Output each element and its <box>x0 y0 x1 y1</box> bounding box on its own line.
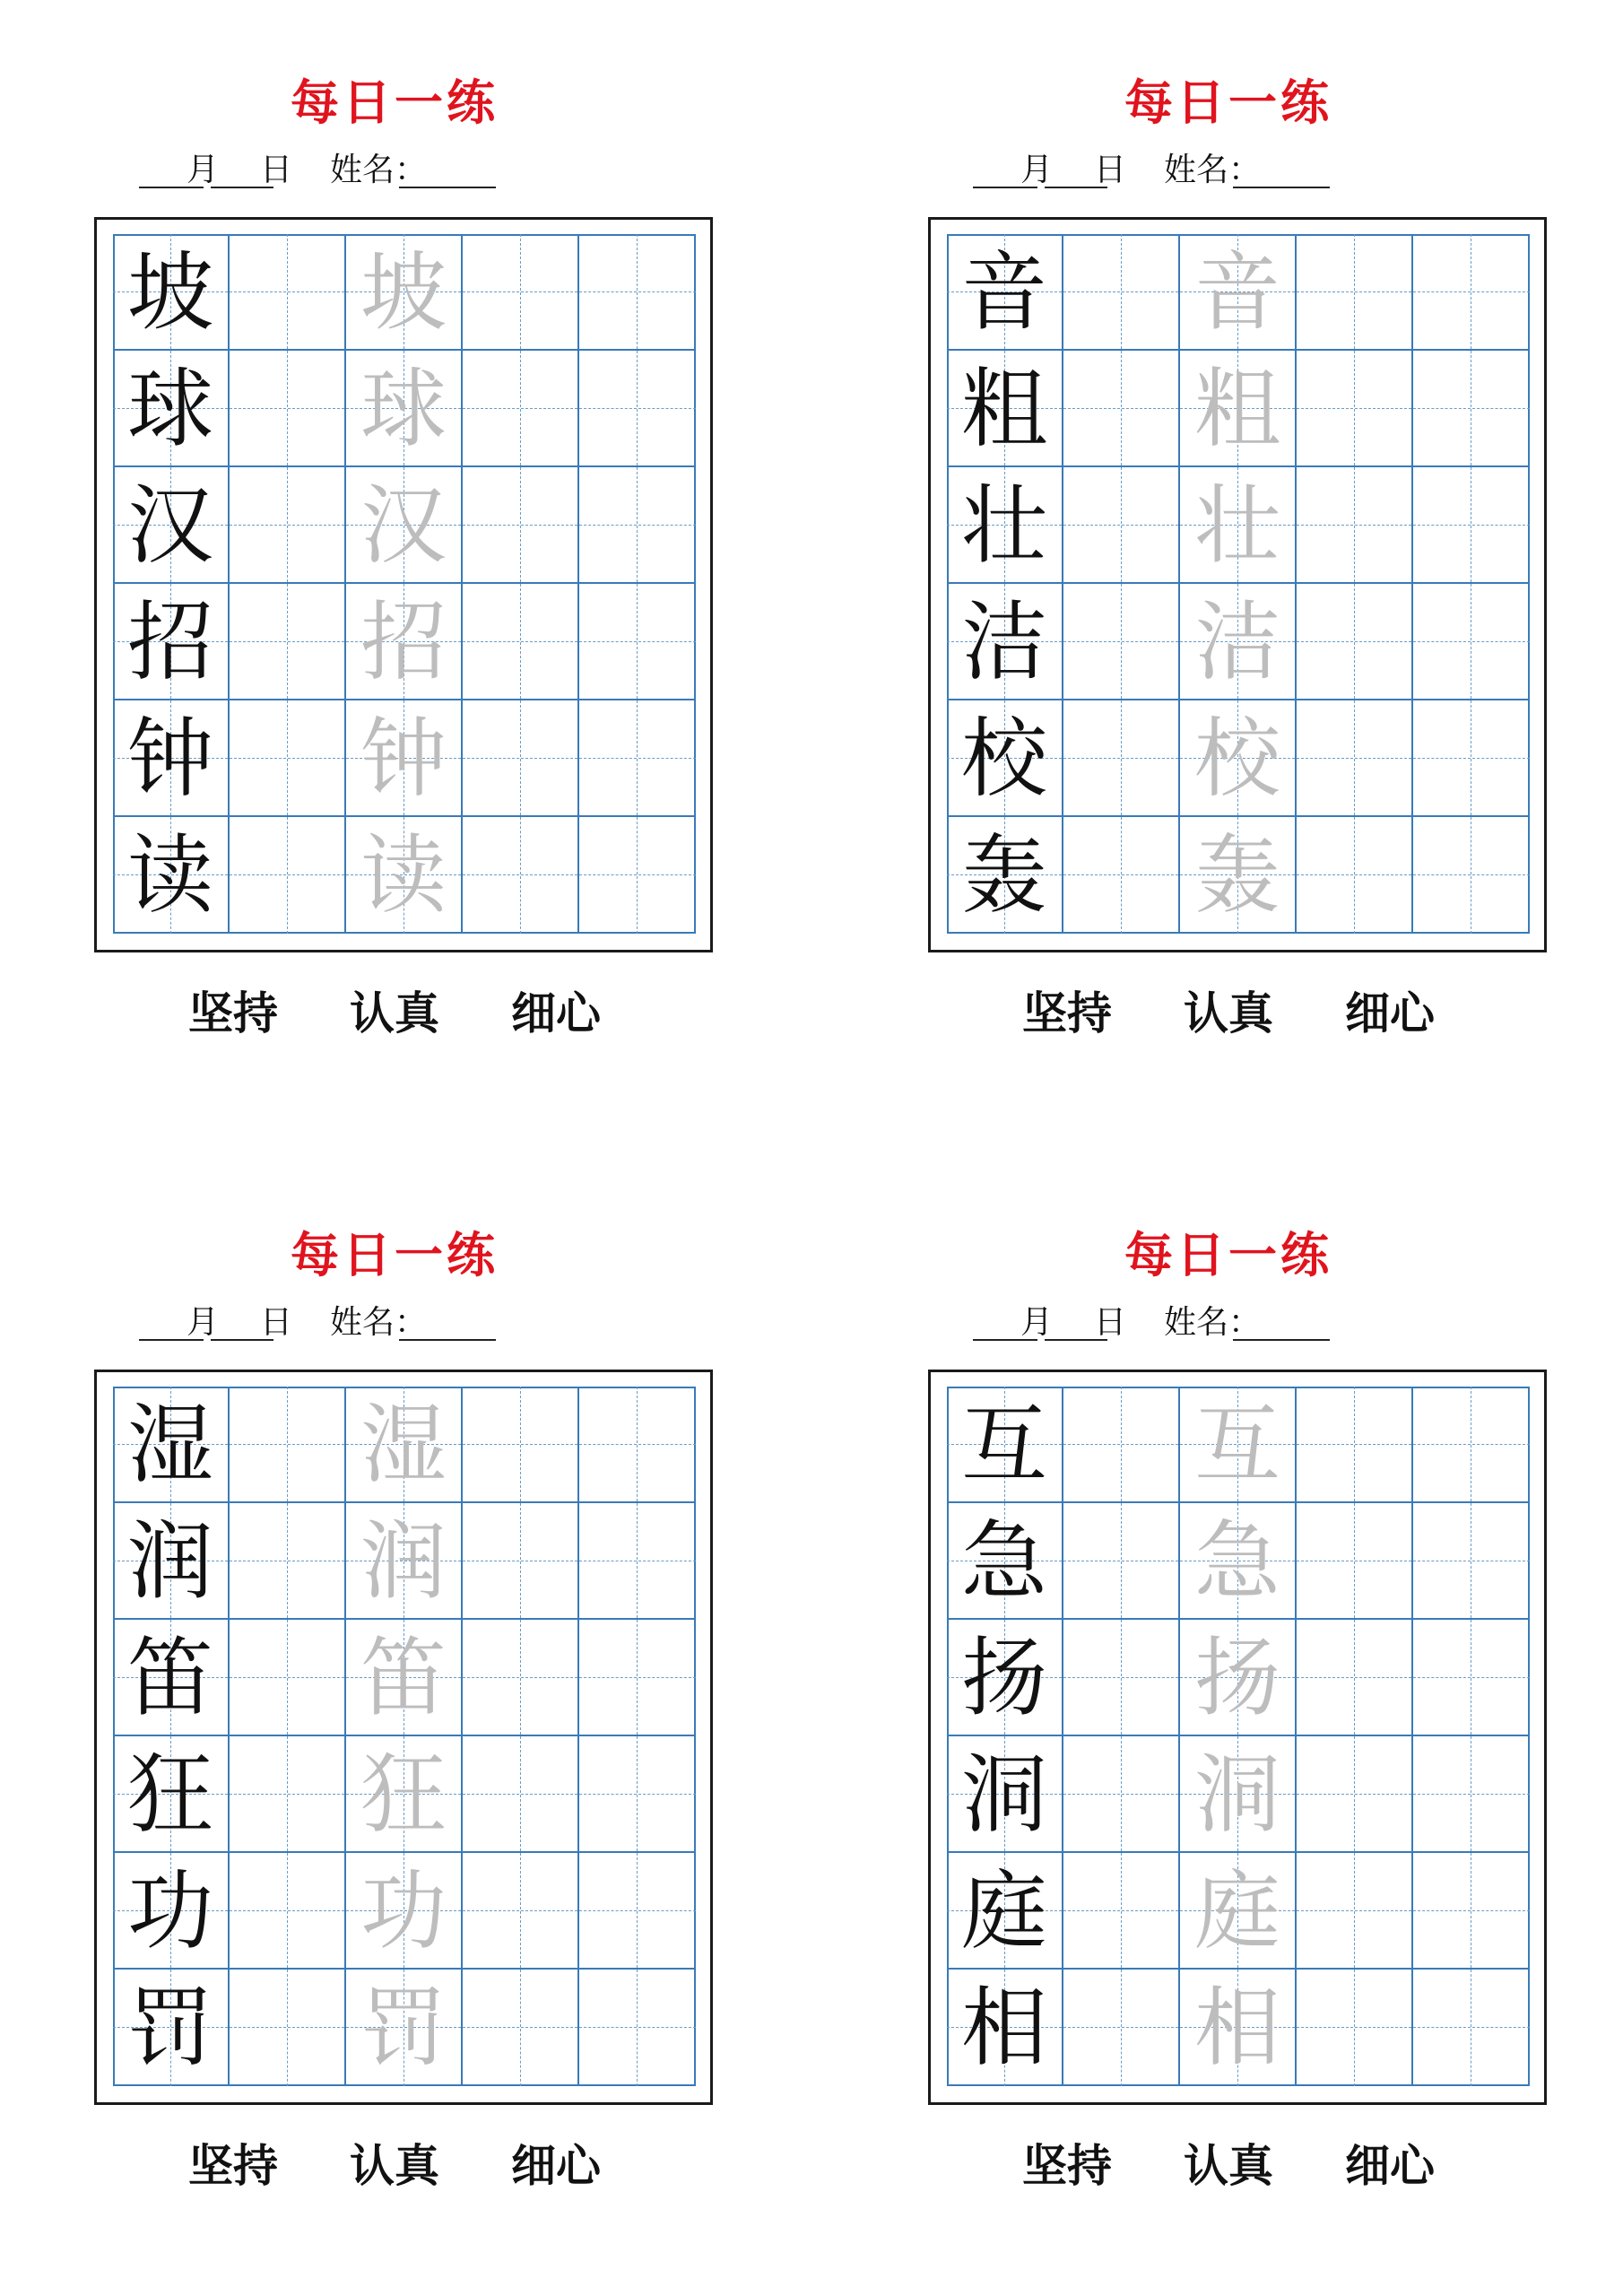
day-label: 日 <box>1094 1304 1127 1341</box>
motto-word: 坚持 <box>1022 987 1112 1039</box>
trace-char-cell <box>346 584 463 700</box>
month-label: 月 <box>187 152 220 188</box>
guide-line <box>1063 874 1178 875</box>
blank-practice-cell[interactable] <box>1063 1853 1180 1970</box>
blank-practice-cell[interactable] <box>1413 1736 1530 1853</box>
trace-character: 球 <box>360 359 447 459</box>
guide-line <box>1063 1677 1178 1678</box>
model-char-cell <box>113 1503 230 1620</box>
blank-practice-cell[interactable] <box>579 1736 696 1853</box>
guide-line <box>1063 291 1178 292</box>
blank-practice-cell[interactable] <box>463 817 579 934</box>
guide-line <box>1413 525 1530 526</box>
tianzige-grid <box>947 234 1530 934</box>
trace-char-cell <box>1180 467 1297 584</box>
guide-line <box>230 874 344 875</box>
blank-practice-cell[interactable] <box>1063 817 1180 934</box>
practice-sheet <box>888 0 1569 1076</box>
blank-practice-cell[interactable] <box>579 1620 696 1736</box>
name-label: 姓名： <box>330 1304 428 1341</box>
guide-line <box>1413 874 1530 875</box>
blank-practice-cell[interactable] <box>579 817 696 934</box>
tianzige-grid <box>113 1387 696 2086</box>
practice-sheet <box>54 0 735 1076</box>
model-character: 洁 <box>961 592 1047 692</box>
blank-practice-cell[interactable] <box>1063 351 1180 467</box>
blank-practice-cell[interactable] <box>579 351 696 467</box>
sheet-title: 每日一练 <box>291 1226 499 1283</box>
name-label: 姓名： <box>330 152 428 188</box>
blank-practice-cell[interactable] <box>1297 700 1413 817</box>
blank-practice-cell[interactable] <box>579 584 696 700</box>
guide-line <box>579 758 696 759</box>
blank-practice-cell[interactable] <box>1297 1970 1413 2086</box>
model-character: 坡 <box>127 242 213 343</box>
guide-line <box>230 1677 344 1678</box>
name-label: 姓名： <box>1164 152 1262 188</box>
guide-line <box>230 758 344 759</box>
blank-practice-cell[interactable] <box>230 1503 346 1620</box>
trace-character: 狂 <box>360 1744 447 1845</box>
guide-line <box>1413 408 1530 409</box>
guide-line <box>1413 1794 1530 1795</box>
blank-practice-cell[interactable] <box>579 234 696 351</box>
blank-practice-cell[interactable] <box>1063 1620 1180 1736</box>
trace-character: 招 <box>360 592 447 692</box>
guide-line <box>463 641 577 642</box>
blank-practice-cell[interactable] <box>1063 700 1180 817</box>
trace-char-cell <box>346 700 463 817</box>
model-char-cell <box>947 1387 1063 1503</box>
practice-sheet <box>54 1152 735 2229</box>
guide-line <box>463 1910 577 1911</box>
guide-line <box>1297 291 1411 292</box>
guide-line <box>520 817 521 934</box>
blank-practice-cell[interactable] <box>230 234 346 351</box>
trace-character: 坡 <box>360 242 447 343</box>
guide-line <box>1413 291 1530 292</box>
guide-line <box>1297 408 1411 409</box>
motto-word: 细心 <box>1345 987 1435 1039</box>
model-char-cell <box>947 1970 1063 2086</box>
blank-practice-cell[interactable] <box>1297 234 1413 351</box>
model-char-cell <box>113 1853 230 1970</box>
model-character: 球 <box>127 359 213 459</box>
guide-line <box>1297 1444 1411 1445</box>
guide-line <box>579 408 696 409</box>
guide-line <box>1354 1970 1355 2086</box>
blank-practice-cell[interactable] <box>230 1970 346 2086</box>
blank-practice-cell[interactable] <box>463 700 579 817</box>
blank-practice-cell[interactable] <box>1413 1853 1530 1970</box>
month-label: 月 <box>1020 152 1054 188</box>
guide-line <box>1297 1910 1411 1911</box>
guide-line <box>1297 1677 1411 1678</box>
blank-practice-cell[interactable] <box>1297 1503 1413 1620</box>
model-character: 轰 <box>961 825 1047 926</box>
guide-line <box>230 408 344 409</box>
guide-line <box>1063 641 1178 642</box>
model-char-cell <box>113 817 230 934</box>
guide-line <box>463 1677 577 1678</box>
trace-char-cell <box>1180 1853 1297 1970</box>
trace-char-cell <box>1180 1620 1297 1736</box>
model-character: 粗 <box>961 359 1047 459</box>
model-character: 洞 <box>961 1744 1047 1845</box>
motto <box>54 978 735 1040</box>
model-character: 壮 <box>961 475 1047 576</box>
blank-practice-cell[interactable] <box>1413 817 1530 934</box>
blank-practice-cell[interactable] <box>1413 700 1530 817</box>
trace-character: 读 <box>360 825 447 926</box>
blank-practice-cell[interactable] <box>1413 351 1530 467</box>
guide-line <box>1413 1677 1530 1678</box>
motto <box>888 2130 1569 2193</box>
guide-line <box>1063 1444 1178 1445</box>
tianzige-grid <box>947 1387 1530 2086</box>
model-character: 狂 <box>127 1744 213 1845</box>
blank-practice-cell[interactable] <box>1297 817 1413 934</box>
trace-character: 洁 <box>1194 592 1280 692</box>
blank-practice-cell[interactable] <box>579 1387 696 1503</box>
trace-char-cell <box>346 1970 463 2086</box>
model-character: 读 <box>127 825 213 926</box>
sheet-title: 每日一练 <box>291 74 499 131</box>
trace-char-cell <box>1180 700 1297 817</box>
model-character: 湿 <box>127 1395 213 1495</box>
blank-practice-cell[interactable] <box>1063 1736 1180 1853</box>
trace-char-cell <box>346 1387 463 1503</box>
guide-line <box>1121 817 1122 934</box>
guide-line <box>520 1970 521 2086</box>
model-char-cell <box>947 351 1063 467</box>
model-character: 汉 <box>127 475 213 576</box>
trace-character: 扬 <box>1194 1628 1280 1728</box>
guide-line <box>1297 874 1411 875</box>
blank-practice-cell[interactable] <box>463 351 579 467</box>
guide-line <box>637 817 638 934</box>
blank-practice-cell[interactable] <box>230 1620 346 1736</box>
guide-line <box>1063 408 1178 409</box>
trace-char-cell <box>346 351 463 467</box>
name-label: 姓名： <box>1164 1304 1262 1341</box>
blank-practice-cell[interactable] <box>1063 584 1180 700</box>
trace-char-cell <box>1180 817 1297 934</box>
blank-practice-cell[interactable] <box>1297 1620 1413 1736</box>
blank-practice-cell[interactable] <box>579 467 696 584</box>
trace-character: 湿 <box>360 1395 447 1495</box>
blank-practice-cell[interactable] <box>463 584 579 700</box>
guide-line <box>579 874 696 875</box>
motto-word: 认真 <box>1184 987 1273 1039</box>
blank-practice-cell[interactable] <box>1413 584 1530 700</box>
month-label: 月 <box>1020 1304 1054 1341</box>
model-character: 罚 <box>127 1978 213 2078</box>
blank-practice-cell[interactable] <box>230 467 346 584</box>
blank-practice-cell[interactable] <box>1413 467 1530 584</box>
trace-character: 粗 <box>1194 359 1280 459</box>
blank-practice-cell[interactable] <box>463 1620 579 1736</box>
blank-practice-cell[interactable] <box>1297 467 1413 584</box>
sheet-title: 每日一练 <box>1124 1226 1332 1283</box>
blank-practice-cell[interactable] <box>463 1736 579 1853</box>
guide-line <box>287 1970 288 2086</box>
trace-char-cell <box>1180 584 1297 700</box>
blank-practice-cell[interactable] <box>463 1387 579 1503</box>
model-character: 润 <box>127 1511 213 1612</box>
practice-sheet <box>888 1152 1569 2229</box>
guide-line <box>463 408 577 409</box>
motto-word: 细心 <box>1345 2139 1435 2192</box>
model-character: 招 <box>127 592 213 692</box>
model-character: 互 <box>961 1395 1047 1495</box>
guide-line <box>463 2027 577 2028</box>
blank-practice-cell[interactable] <box>230 817 346 934</box>
model-char-cell <box>947 584 1063 700</box>
model-character: 庭 <box>961 1861 1047 1961</box>
guide-line <box>579 1794 696 1795</box>
model-character: 钟 <box>127 709 213 809</box>
model-char-cell <box>113 584 230 700</box>
blank-practice-cell[interactable] <box>463 1503 579 1620</box>
trace-character: 相 <box>1194 1978 1280 2078</box>
trace-char-cell <box>346 234 463 351</box>
blank-practice-cell[interactable] <box>1297 1853 1413 1970</box>
guide-line <box>463 1444 577 1445</box>
trace-char-cell <box>1180 234 1297 351</box>
guide-line <box>1297 525 1411 526</box>
motto-word: 细心 <box>511 2139 601 2192</box>
blank-practice-cell[interactable] <box>1297 1387 1413 1503</box>
guide-line <box>463 525 577 526</box>
guide-line <box>1413 2027 1530 2028</box>
guide-line <box>579 1444 696 1445</box>
motto-word: 坚持 <box>1022 2139 1112 2192</box>
guide-line <box>230 1910 344 1911</box>
guide-line <box>1413 1444 1530 1445</box>
day-label: 日 <box>260 152 293 188</box>
motto-word: 认真 <box>350 987 439 1039</box>
motto-word: 坚持 <box>188 2139 278 2192</box>
trace-character: 罚 <box>360 1978 447 2078</box>
guide-line <box>1413 641 1530 642</box>
trace-character: 壮 <box>1194 475 1280 576</box>
trace-character: 汉 <box>360 475 447 576</box>
guide-line <box>1121 1970 1122 2086</box>
model-char-cell <box>113 1970 230 2086</box>
blank-practice-cell[interactable] <box>1297 1736 1413 1853</box>
grid-frame <box>928 1370 1547 2105</box>
model-char-cell <box>113 351 230 467</box>
blank-practice-cell[interactable] <box>579 1853 696 1970</box>
trace-character: 润 <box>360 1511 447 1612</box>
guide-line <box>579 1677 696 1678</box>
model-char-cell <box>947 700 1063 817</box>
trace-char-cell <box>346 817 463 934</box>
trace-character: 功 <box>360 1861 447 1961</box>
trace-char-cell <box>346 1503 463 1620</box>
trace-char-cell <box>1180 1503 1297 1620</box>
model-character: 急 <box>961 1511 1047 1612</box>
grid-frame <box>94 217 713 952</box>
guide-line <box>1063 758 1178 759</box>
motto-word: 认真 <box>350 2139 439 2192</box>
date-name-line <box>54 151 735 196</box>
tianzige-grid <box>113 234 696 934</box>
model-char-cell <box>947 1620 1063 1736</box>
date-name-line <box>888 1303 1569 1348</box>
trace-char-cell <box>1180 1387 1297 1503</box>
blank-practice-cell[interactable] <box>230 351 346 467</box>
model-char-cell <box>947 1853 1063 1970</box>
model-char-cell <box>113 1620 230 1736</box>
trace-char-cell <box>346 1736 463 1853</box>
blank-practice-cell[interactable] <box>230 1853 346 1970</box>
motto <box>888 978 1569 1040</box>
guide-line <box>463 874 577 875</box>
guide-line <box>230 1444 344 1445</box>
model-char-cell <box>113 467 230 584</box>
guide-line <box>1063 1910 1178 1911</box>
blank-practice-cell[interactable] <box>1063 1503 1180 1620</box>
model-character: 校 <box>961 709 1047 809</box>
sheet-title: 每日一练 <box>1124 74 1332 131</box>
blank-practice-cell[interactable] <box>1413 234 1530 351</box>
month-label: 月 <box>187 1304 220 1341</box>
blank-practice-cell[interactable] <box>579 1970 696 2086</box>
model-character: 扬 <box>961 1628 1047 1728</box>
guide-line <box>1354 817 1355 934</box>
guide-line <box>230 1794 344 1795</box>
guide-line <box>1297 758 1411 759</box>
trace-character: 校 <box>1194 709 1280 809</box>
blank-practice-cell[interactable] <box>1413 1387 1530 1503</box>
blank-practice-cell[interactable] <box>230 1387 346 1503</box>
guide-line <box>230 2027 344 2028</box>
guide-line <box>1063 1794 1178 1795</box>
guide-line <box>637 1970 638 2086</box>
trace-character: 音 <box>1194 242 1280 343</box>
trace-character: 急 <box>1194 1511 1280 1612</box>
grid-frame <box>928 217 1547 952</box>
guide-line <box>1297 641 1411 642</box>
day-label: 日 <box>1094 152 1127 188</box>
trace-character: 轰 <box>1194 825 1280 926</box>
model-char-cell <box>113 1736 230 1853</box>
motto-word: 坚持 <box>188 987 278 1039</box>
guide-line <box>463 1794 577 1795</box>
guide-line <box>1413 1910 1530 1911</box>
guide-line <box>230 525 344 526</box>
blank-practice-cell[interactable] <box>1413 1620 1530 1736</box>
blank-practice-cell[interactable] <box>1063 1387 1180 1503</box>
guide-line <box>579 641 696 642</box>
blank-practice-cell[interactable] <box>1413 1970 1530 2086</box>
model-char-cell <box>113 1387 230 1503</box>
guide-line <box>463 758 577 759</box>
trace-character: 笛 <box>360 1628 447 1728</box>
trace-char-cell <box>1180 1970 1297 2086</box>
blank-practice-cell[interactable] <box>579 1503 696 1620</box>
blank-practice-cell[interactable] <box>463 1970 579 2086</box>
model-char-cell <box>113 700 230 817</box>
model-char-cell <box>947 1503 1063 1620</box>
blank-practice-cell[interactable] <box>463 234 579 351</box>
blank-practice-cell[interactable] <box>1063 467 1180 584</box>
blank-practice-cell[interactable] <box>1297 584 1413 700</box>
model-char-cell <box>113 234 230 351</box>
trace-char-cell <box>346 1853 463 1970</box>
model-char-cell <box>947 817 1063 934</box>
blank-practice-cell[interactable] <box>463 1853 579 1970</box>
blank-practice-cell[interactable] <box>1063 1970 1180 2086</box>
trace-char-cell <box>346 1620 463 1736</box>
trace-character: 钟 <box>360 709 447 809</box>
guide-line <box>1413 758 1530 759</box>
guide-line <box>579 1910 696 1911</box>
motto-word: 细心 <box>511 987 601 1039</box>
guide-line <box>1063 525 1178 526</box>
guide-line <box>1063 2027 1178 2028</box>
model-character: 相 <box>961 1978 1047 2078</box>
model-character: 音 <box>961 242 1047 343</box>
blank-practice-cell[interactable] <box>230 584 346 700</box>
guide-line <box>579 2027 696 2028</box>
blank-practice-cell[interactable] <box>230 700 346 817</box>
motto <box>54 2130 735 2193</box>
blank-practice-cell[interactable] <box>1297 351 1413 467</box>
blank-practice-cell[interactable] <box>1413 1503 1530 1620</box>
model-char-cell <box>947 467 1063 584</box>
trace-char-cell <box>346 467 463 584</box>
blank-practice-cell[interactable] <box>1063 234 1180 351</box>
blank-practice-cell[interactable] <box>579 700 696 817</box>
model-character: 功 <box>127 1861 213 1961</box>
guide-line <box>463 291 577 292</box>
guide-line <box>579 525 696 526</box>
blank-practice-cell[interactable] <box>463 467 579 584</box>
day-label: 日 <box>260 1304 293 1341</box>
trace-char-cell <box>1180 351 1297 467</box>
blank-practice-cell[interactable] <box>230 1736 346 1853</box>
trace-char-cell <box>1180 1736 1297 1853</box>
grid-frame <box>94 1370 713 2105</box>
model-char-cell <box>947 1736 1063 1853</box>
guide-line <box>230 291 344 292</box>
model-character: 笛 <box>127 1628 213 1728</box>
guide-line <box>1297 2027 1411 2028</box>
guide-line <box>1297 1794 1411 1795</box>
model-char-cell <box>947 234 1063 351</box>
trace-character: 互 <box>1194 1395 1280 1495</box>
date-name-line <box>54 1303 735 1348</box>
guide-line <box>287 817 288 934</box>
guide-line <box>579 291 696 292</box>
guide-line <box>230 641 344 642</box>
motto-word: 认真 <box>1184 2139 1273 2192</box>
date-name-line <box>888 151 1569 196</box>
trace-character: 庭 <box>1194 1861 1280 1961</box>
trace-character: 洞 <box>1194 1744 1280 1845</box>
